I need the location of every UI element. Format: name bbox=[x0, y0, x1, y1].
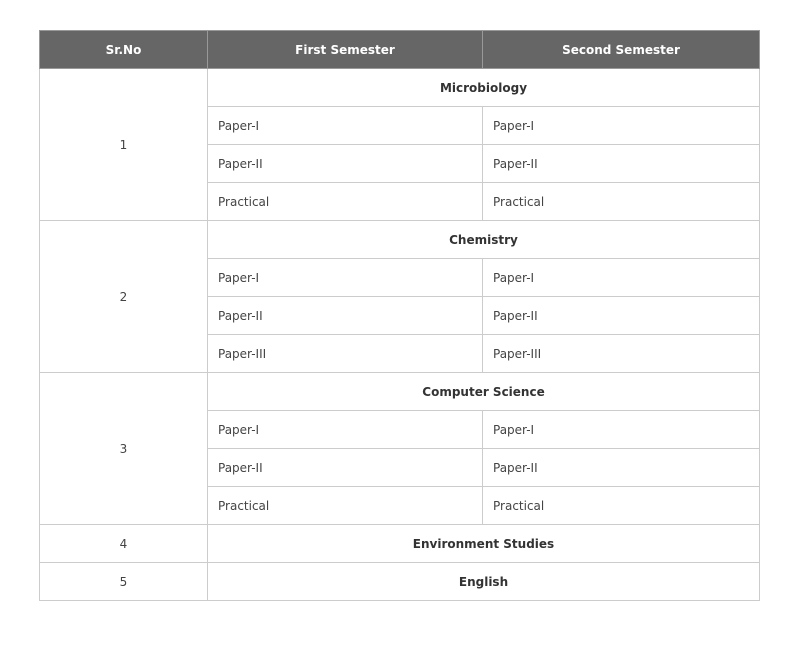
table-row bbox=[40, 69, 760, 107]
srno-cell: 4 bbox=[40, 525, 208, 563]
second-semester-paper: Paper-II bbox=[483, 297, 760, 335]
subject-cell: Chemistry bbox=[208, 221, 760, 259]
second-semester-paper: Paper-II bbox=[483, 145, 760, 183]
header-srno: Sr.No bbox=[40, 31, 208, 69]
second-semester-paper: Paper-I bbox=[483, 107, 760, 145]
table-row bbox=[40, 373, 760, 411]
table-row bbox=[40, 221, 760, 259]
first-semester-paper: Practical bbox=[208, 487, 483, 525]
syllabus-table bbox=[39, 30, 760, 601]
subject-cell: English bbox=[208, 563, 760, 601]
table-row bbox=[40, 563, 760, 601]
subject-cell: Computer Science bbox=[208, 373, 760, 411]
second-semester-paper: Paper-II bbox=[483, 449, 760, 487]
srno-cell: 1 bbox=[40, 69, 208, 221]
srno-cell: 2 bbox=[40, 221, 208, 373]
second-semester-paper: Practical bbox=[483, 183, 760, 221]
srno-cell: 5 bbox=[40, 563, 208, 601]
first-semester-paper: Practical bbox=[208, 183, 483, 221]
first-semester-paper: Paper-II bbox=[208, 297, 483, 335]
second-semester-paper: Paper-I bbox=[483, 259, 760, 297]
first-semester-paper: Paper-II bbox=[208, 145, 483, 183]
header-first-semester: First Semester bbox=[208, 31, 483, 69]
header-second-semester: Second Semester bbox=[483, 31, 760, 69]
second-semester-paper: Paper-III bbox=[483, 335, 760, 373]
subject-cell: Environment Studies bbox=[208, 525, 760, 563]
first-semester-paper: Paper-I bbox=[208, 411, 483, 449]
second-semester-paper: Practical bbox=[483, 487, 760, 525]
second-semester-paper: Paper-I bbox=[483, 411, 760, 449]
first-semester-paper: Paper-I bbox=[208, 259, 483, 297]
subject-cell: Microbiology bbox=[208, 69, 760, 107]
srno-cell: 3 bbox=[40, 373, 208, 525]
table-header-row bbox=[40, 31, 760, 69]
first-semester-paper: Paper-III bbox=[208, 335, 483, 373]
first-semester-paper: Paper-I bbox=[208, 107, 483, 145]
table-row bbox=[40, 525, 760, 563]
first-semester-paper: Paper-II bbox=[208, 449, 483, 487]
